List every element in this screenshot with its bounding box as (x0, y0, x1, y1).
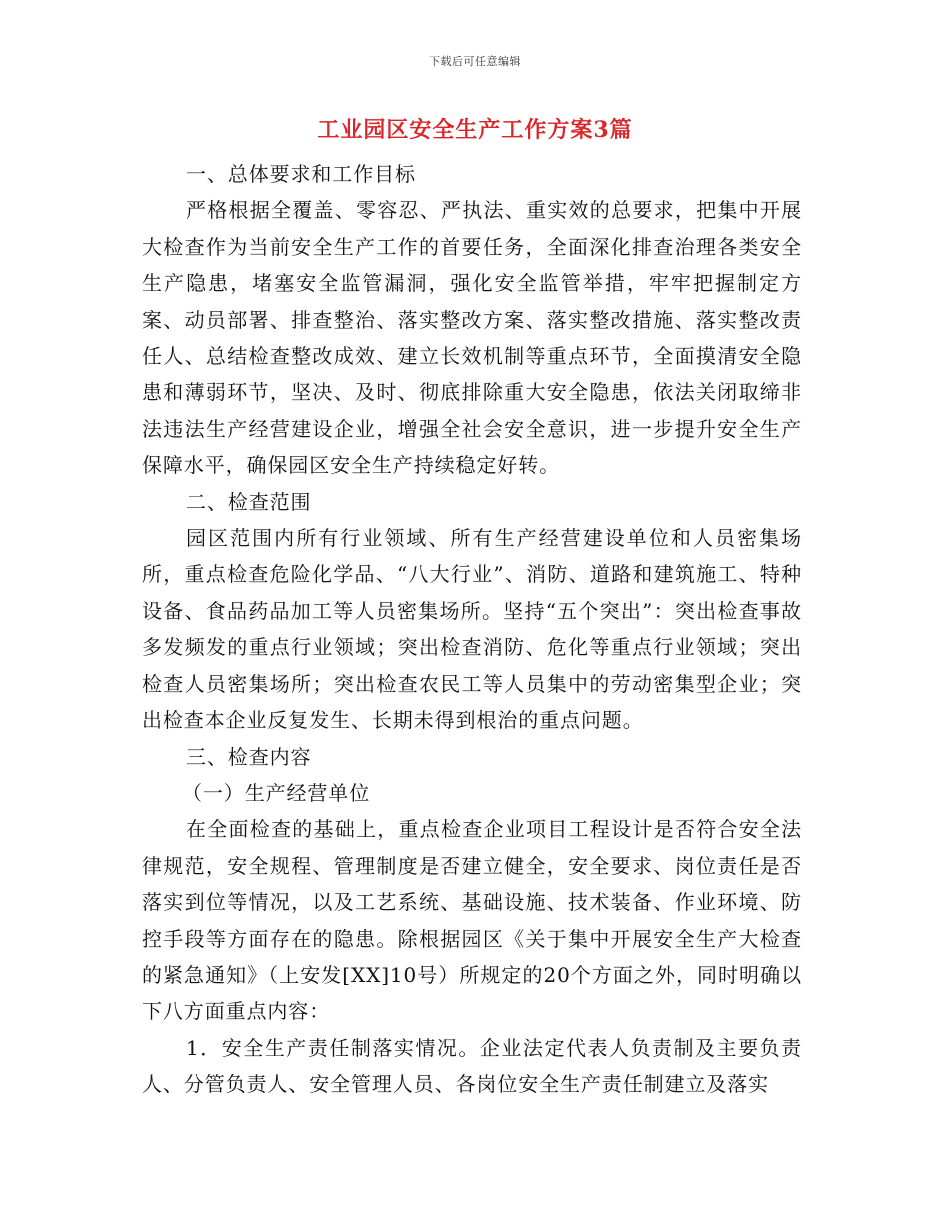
section-heading-3: 三、检查内容 (186, 744, 312, 769)
section-heading-2: 二、检查范围 (186, 489, 312, 514)
document-body (142, 156, 802, 1103)
section-paragraph-1: 严格根据全覆盖、零容忍、严执法、重实效的总要求，把集中开展大检查作为当前安全生产工作的首要任务，全面深化排查治理各类安全生产隐患，堵塞安全监管漏洞，强化安全监管举措，牢牢把握制定方案、动员部署、排查整治、落实整改方案、落实整改措施、落实整改责任人、总结检查整改成效、建立长效机制等重点环节，全面摸清安全隐患和薄弱环节，坚决、及时、彻底排除重大安全隐患，依法关闭取缔非法违法生产经营建设企业，增强全社会安全意识，进一步提升安全生产保障水平，确保园区安全生产持续稳定好转。 (142, 198, 802, 478)
document-title: 工业园区安全生产工作方案3篇 (317, 117, 633, 143)
section-paragraph-2: 园区范围内所有行业领域、所有生产经营建设单位和人员密集场所，重点检查危险化学品、“八大行业”、消防、道路和建筑施工、特种设备、食品药品加工等人员密集场所。坚持“五个突出”：突出检查事故多发频发的重点行业领域；突出检查消防、危化等重点行业领域；突出检查人员密集场所；突出检查农民工等人员集中的劳动密集型企业；突出检查本企业反复发生、长期未得到根治的重点问题。 (142, 526, 802, 733)
list-item-1: 1．安全生产责任制落实情况。企业法定代表人负责制及主要负责人、分管负责人、安全管理人员、各岗位安全生产责任制建立及落实 (142, 1035, 802, 1097)
section-paragraph-3: 在全面检查的基础上，重点检查企业项目工程设计是否符合安全法律规范，安全规程、管理制度是否建立健全，安全要求、岗位责任是否落实到位等情况，以及工艺系统、基础设施、技术装备、作业环境、防控手段等方面存在的隐患。除根据园区《关于集中开展安全生产大检查的紧急通知》（上安发[XX]10号）所规定的20个方面之外，同时明确以下八方面重点内容： (142, 817, 802, 1024)
header-note: 下载后可任意编辑 (429, 55, 521, 68)
subsection-heading-1: （一）生产经营单位 (182, 780, 371, 805)
section-heading-1: 一、总体要求和工作目标 (186, 162, 416, 186)
